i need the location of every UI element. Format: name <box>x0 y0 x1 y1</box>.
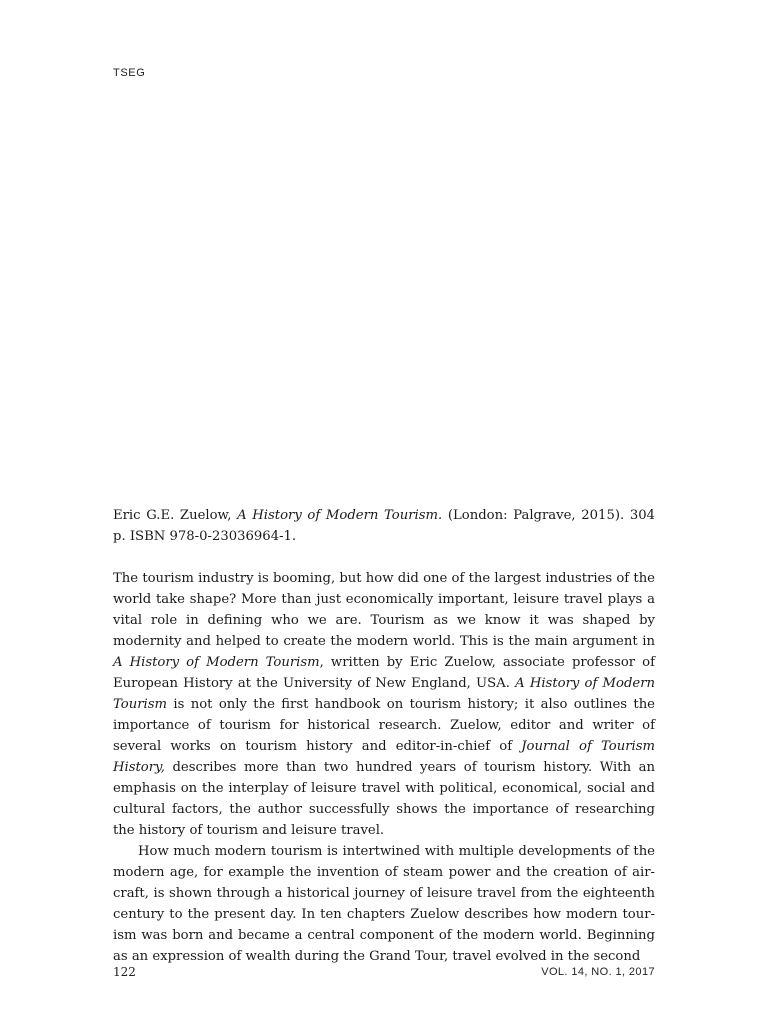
p1-text-e: is not only the first handbook on tourism history; it also outlines the importance of tourism for historical research. Zuelow, editor and writer of several works on tourism history and editor-in-chief of <box>113 697 655 754</box>
book-citation <box>113 505 655 547</box>
p1-text-c: , written by Eric Zuelow, associate professor of European History at the University of New England, USA. <box>113 655 655 691</box>
running-head: TSEG <box>113 67 146 79</box>
p1-text-g: describes more than two hundred years of tourism history. With an emphasis on the interplay of leisure travel with political, economical, social and cultural factors, the author successfully shows the importance of researching the history of tourism and leisure travel. <box>113 760 655 838</box>
p1-text-a: The tourism industry is booming, but how did one of the largest industries of the world take shape? More than just economically important, leisure travel plays a vital role in defining who we are. Tourism as we know it was shaped by modernity and helped to create the modern world. This is the main argument in <box>113 571 655 649</box>
p1-italic-title-2: A History of Modern Tourism <box>113 676 656 712</box>
citation-author: Eric G.E. Zuelow, <box>113 508 238 523</box>
volume-info: VOL. 14, NO. 1, 2017 <box>541 966 655 978</box>
body-paragraph-2: How much modern tourism is intertwined with multiple developments of the modern age, for example the invention of steam power and the creation of air-craft, is shown through a historical journey of leisure travel from the eighteenth century to the present day. In ten chapters Zuelow describes how modern tour-ism was born and became a central component of the modern world. Beginning as an expression of wealth during the Grand Tour, travel evolved in the second <box>113 844 655 964</box>
citation-title: A History of Modern Tourism. <box>237 508 443 523</box>
body-paragraph-1 <box>113 568 655 841</box>
page-number: 122 <box>113 965 136 979</box>
p1-italic-title-1: A History of Modern Tourism <box>113 655 320 670</box>
p1-italic-journal: Journal of Tourism History, <box>113 739 655 775</box>
book-review <box>113 505 655 967</box>
citation-details: (London: Palgrave, 2015). 304 p. ISBN 978-0-23036964-1. <box>113 508 655 544</box>
